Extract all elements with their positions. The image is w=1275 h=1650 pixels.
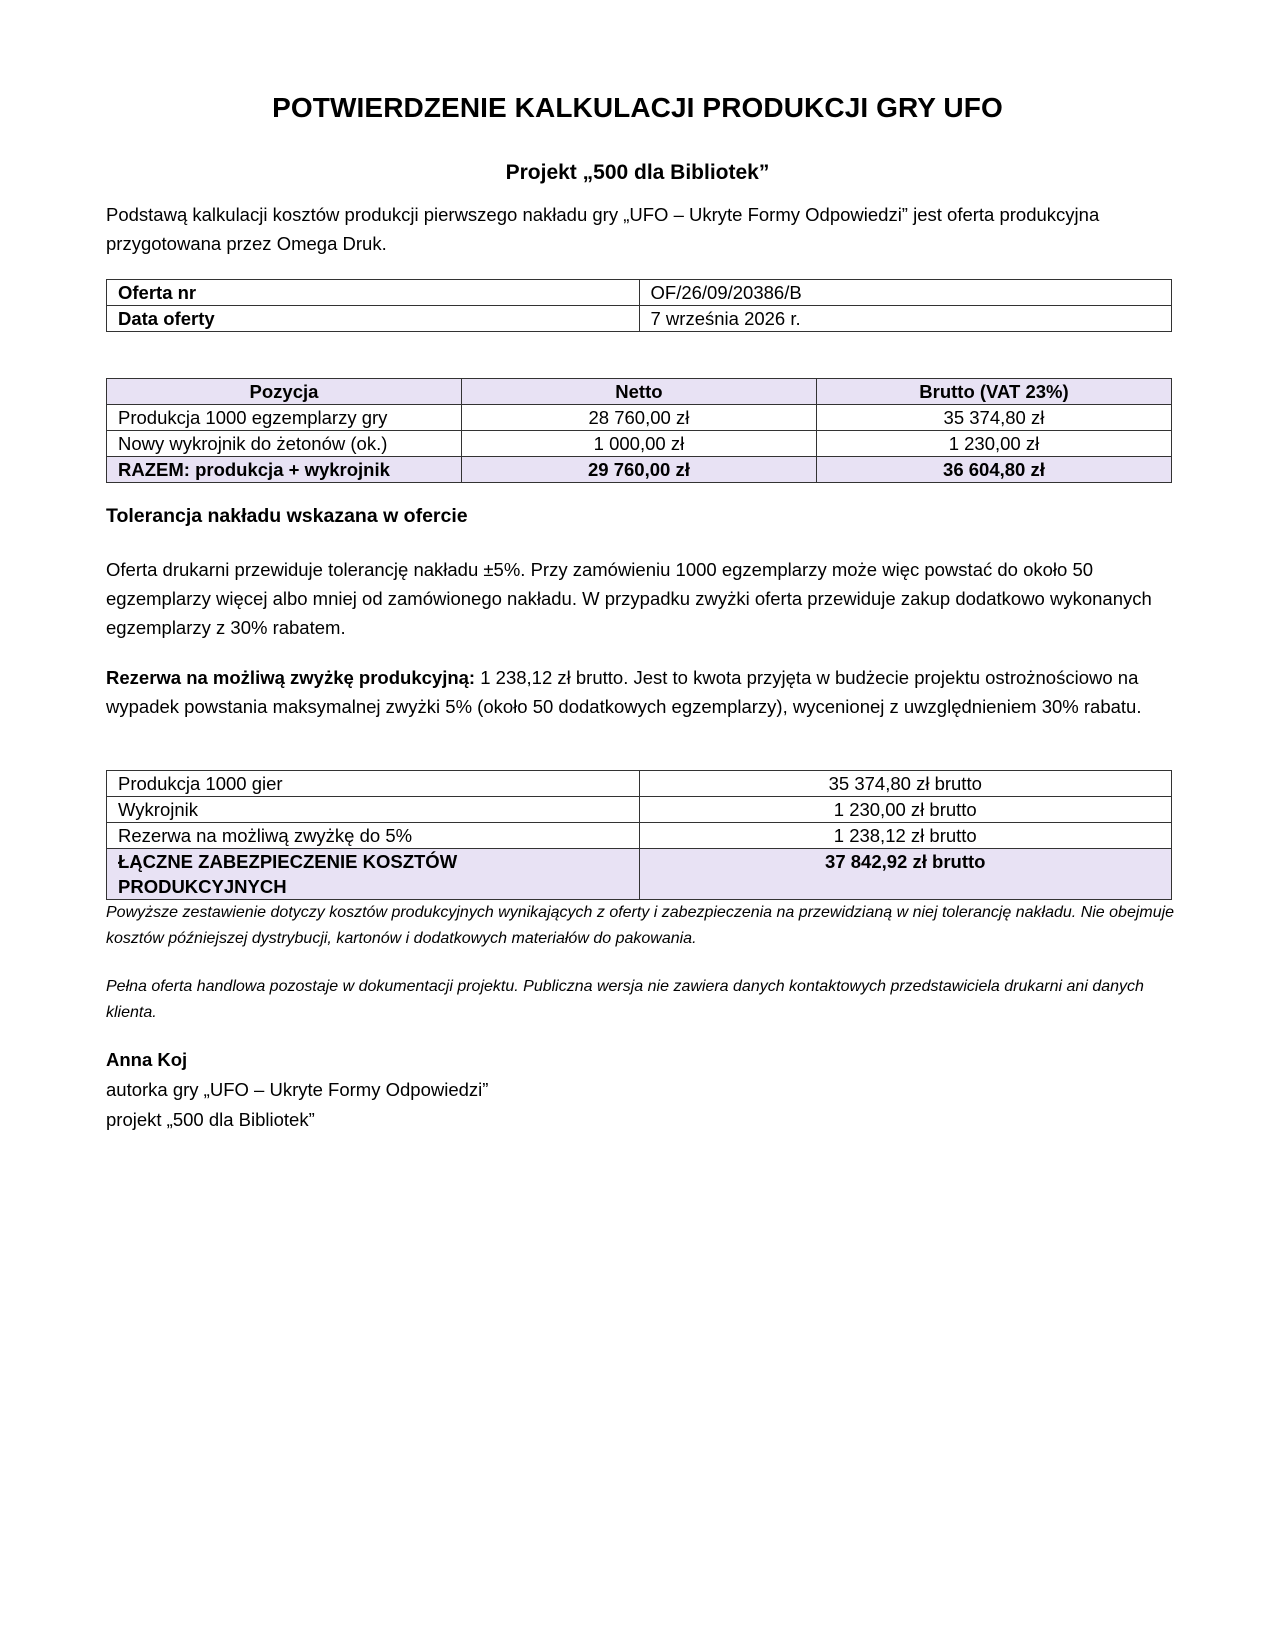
cost-gross: 35 374,80 zł	[816, 405, 1171, 431]
summary-total-value: 37 842,92 zł brutto	[639, 849, 1172, 900]
offer-number-value: OF/26/09/20386/B	[639, 280, 1172, 306]
cost-item: Nowy wykrojnik do żetonów (ok.)	[107, 431, 462, 457]
table-header-row	[107, 379, 1172, 405]
table-row	[107, 823, 1172, 849]
table-row	[107, 797, 1172, 823]
cost-gross: 1 230,00 zł	[816, 431, 1171, 457]
tolerance-heading: Tolerancja nakładu wskazana w ofercie	[106, 505, 468, 527]
cost-table	[106, 378, 1172, 483]
table-row	[107, 306, 1172, 332]
reserve-paragraph	[106, 663, 1176, 721]
summary-total-label	[107, 849, 640, 900]
summary-value: 1 230,00 zł brutto	[639, 797, 1172, 823]
summary-table	[106, 770, 1172, 900]
cost-item: Produkcja 1000 egzemplarzy gry	[107, 405, 462, 431]
summary-value: 1 238,12 zł brutto	[639, 823, 1172, 849]
intro-paragraph: Podstawą kalkulacji kosztów produkcji pierwszego nakładu gry „UFO – Ukryte Formy Odpowiedzi” jest oferta produkcyjna przygotowana przez Omega Druk.	[106, 204, 1100, 254]
offer-table	[106, 279, 1172, 332]
document-subtitle: Projekt „500 dla Bibliotek”	[505, 161, 770, 184]
table-row	[107, 280, 1172, 306]
total-row	[107, 457, 1172, 483]
cost-net: 1 000,00 zł	[461, 431, 816, 457]
total-gross: 36 604,80 zł	[816, 457, 1171, 483]
total-item: RAZEM: produkcja + wykrojnik	[107, 457, 462, 483]
table-row	[107, 771, 1172, 797]
offer-date-value: 7 września 2026 r.	[639, 306, 1172, 332]
summary-label: Produkcja 1000 gier	[107, 771, 640, 797]
signature-block	[106, 1045, 488, 1135]
column-header-gross: Brutto (VAT 23%)	[816, 379, 1171, 405]
table-row	[107, 405, 1172, 431]
column-header-net: Netto	[461, 379, 816, 405]
offer-number-label: Oferta nr	[107, 280, 640, 306]
signature-name: Anna Koj	[106, 1049, 188, 1070]
signature-line1: autorka gry „UFO – Ukryte Formy Odpowiedzi”	[106, 1079, 489, 1100]
note-public-version: Pełna oferta handlowa pozostaje w dokumentacji projektu. Publiczna wersja nie zawiera danych kontaktowych przedstawiciela drukarni ani danych klienta.	[106, 978, 1144, 1021]
signature-line2: projekt „500 dla Bibliotek”	[106, 1109, 315, 1130]
document-title: POTWIERDZENIE KALKULACJI PRODUKCJI GRY UFO	[272, 92, 1003, 123]
summary-total-label-line2: PRODUKCYJNYCH	[118, 876, 287, 897]
summary-total-label-line1: ŁĄCZNE ZABEZPIECZENIE KOSZTÓW	[118, 851, 458, 872]
tolerance-paragraph: Oferta drukarni przewiduje tolerancję nakładu ±5%. Przy zamówieniu 1000 egzemplarzy może więc powstać do około 50 egzemplarzy więcej albo mniej od zamówionego nakładu. W przypadku zwyżki oferta przewiduje zakup dodatkowo wykonanych egzemplarzy z 30% rabatem.	[106, 559, 1152, 638]
note-costs: Powyższe zestawienie dotyczy kosztów produkcyjnych wynikających z oferty i zabezpieczenia na przewidzianą w niej tolerancję nakładu. Nie obejmuje kosztów późniejszej dystrybucji, kartonów i dodatkowych materiałów do pakowania.	[106, 904, 1175, 947]
reserve-text: 1 238,12 zł brutto. Jest to kwota przyjęta w budżecie projektu ostrożnościowo na wypadek powstania maksymalnej zwyżki 5% (około 50 dodatkowych egzemplarzy), wycenionej z uwzględnieniem 30% rabatu.	[106, 667, 1142, 717]
total-net: 29 760,00 zł	[461, 457, 816, 483]
summary-value: 35 374,80 zł brutto	[639, 771, 1172, 797]
cost-net: 28 760,00 zł	[461, 405, 816, 431]
summary-label: Wykrojnik	[107, 797, 640, 823]
summary-label: Rezerwa na możliwą zwyżkę do 5%	[107, 823, 640, 849]
column-header-item: Pozycja	[107, 379, 462, 405]
table-row	[107, 431, 1172, 457]
summary-total-row	[107, 849, 1172, 900]
reserve-label: Rezerwa na możliwą zwyżkę produkcyjną:	[106, 667, 476, 688]
offer-date-label: Data oferty	[107, 306, 640, 332]
